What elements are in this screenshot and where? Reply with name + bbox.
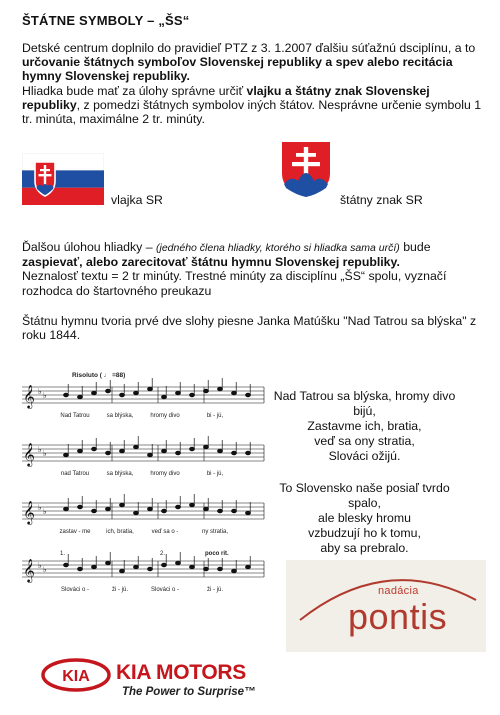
note-head: [246, 451, 251, 454]
note-head: [64, 453, 69, 456]
note-head: [162, 563, 167, 566]
note-head: [162, 509, 167, 512]
note-head: [176, 391, 181, 394]
note-head: [134, 391, 139, 394]
pontis-name: pontis: [348, 596, 448, 637]
note-head: [64, 393, 69, 396]
slovak-flag-image: [22, 153, 104, 205]
music-lyric: veď sa o -: [151, 529, 179, 535]
volta-2: 2.: [160, 551, 166, 557]
flat-icon: ♭: [43, 391, 47, 400]
note-head: [64, 563, 69, 566]
music-lyric: Slováci o -: [60, 587, 90, 593]
flat-icon: ♭: [38, 503, 42, 512]
verse-line: Slováci ožijú.: [328, 449, 401, 463]
note-head: [204, 567, 209, 570]
note-head: [148, 567, 153, 570]
note-head: [92, 391, 97, 394]
note-head: [218, 387, 223, 390]
note-head: [190, 565, 195, 568]
note-head: [218, 509, 223, 512]
note-head: [106, 451, 111, 454]
music-lyric: ži - jú.: [206, 587, 224, 593]
intro-text-2: Hliadka bude mať za úlohy správne určiť: [22, 83, 247, 98]
task-italic: (jedného člena hliadky, ktorého si hliadka sama určí): [156, 242, 400, 254]
note-head: [246, 511, 251, 514]
note-head: [120, 503, 125, 506]
note-head: [78, 505, 83, 508]
emblem-caption: štátny znak SR: [340, 193, 423, 207]
note-head: [190, 393, 195, 396]
note-head: [92, 509, 97, 512]
flat-icon: ♭: [38, 445, 42, 454]
music-lyric: sa blýska,: [106, 471, 134, 477]
music-lyric: bi - jú,: [206, 413, 224, 419]
anthem-verse-2: [272, 481, 457, 556]
note-head: [190, 447, 195, 450]
note-head: [78, 395, 83, 398]
task-text-3: Neznalosť textu = 2 tr minúty. Trestné minúty za disciplínu „ŠS“ spolu, vyznačí rozhodca do štartovného preukazu: [22, 269, 447, 298]
flat-icon: ♭: [43, 565, 47, 574]
task-text-2: bude: [399, 240, 431, 254]
poco-rit: poco rit.: [205, 551, 229, 557]
note-head: [120, 569, 125, 572]
note-head: [204, 507, 209, 510]
anthem-verse-1: [272, 389, 457, 464]
verse-line: bijú,: [353, 404, 376, 418]
note-head: [120, 393, 125, 396]
verse-line: Zastavme ich, bratia,: [307, 419, 422, 433]
flag-caption: vlajka SR: [111, 193, 163, 207]
music-lyric: ny stratia,: [201, 529, 229, 535]
note-head: [246, 393, 251, 396]
verse-line: veď sa ony stratia,: [314, 434, 415, 448]
tempo-marking: Risoluto ( ♩ =88): [72, 372, 126, 379]
slovak-coat-of-arms-image: [280, 140, 332, 198]
flat-icon: ♭: [43, 449, 47, 458]
note-head: [204, 389, 209, 392]
anthem-paragraph: Štátnu hymnu tvoria prvé dve slohy piesne Janka Matúšku "Nad Tatrou sa blýska" z roku 1844.: [22, 314, 477, 343]
kia-brand-name: KIA MOTORS: [116, 661, 247, 684]
treble-clef-icon: 𝄞: [23, 442, 35, 466]
note-head: [204, 445, 209, 448]
note-head: [134, 511, 139, 514]
note-head: [162, 449, 167, 452]
music-lyric: hromy divo: [150, 413, 180, 419]
note-head: [148, 453, 153, 456]
kia-oval-icon: [40, 657, 112, 693]
intro-text-1: Detské centrum doplnilo do pravidieľ PTZ z 3. 1.2007 ďalšiu súťažnú dsciplínu, a to: [22, 41, 476, 55]
verse-line: vzbudzují ho k tomu,: [308, 526, 421, 540]
page-title: ŠTÁTNE SYMBOLY – „ŠS“: [22, 13, 190, 28]
note-head: [148, 507, 153, 510]
task-bold: zaspievať, alebo zarecitovať štátnu hymnu Slovenskej republiky.: [22, 255, 400, 270]
note-head: [106, 507, 111, 510]
music-lyric: Nad Tatrou: [60, 413, 90, 419]
note-head: [176, 561, 181, 564]
volta-1: 1.: [60, 551, 66, 557]
note-head: [148, 387, 153, 390]
note-head: [176, 451, 181, 454]
note-head: [78, 567, 83, 570]
music-lyric: bi - jú,: [206, 471, 224, 477]
note-head: [106, 389, 111, 392]
flat-icon: ♭: [38, 561, 42, 570]
note-head: [120, 449, 125, 452]
anthem-sheet-music: [20, 365, 268, 615]
note-head: [92, 565, 97, 568]
note-head: [218, 449, 223, 452]
note-head: [134, 565, 139, 568]
task-text-1: Ďalšou úlohou hliadky –: [22, 240, 156, 254]
note-head: [78, 449, 83, 452]
note-head: [176, 505, 181, 508]
verse-line: ale blesky hromu: [318, 511, 411, 525]
verse-line: spalo,: [348, 496, 381, 510]
note-head: [106, 561, 111, 564]
music-lyric: zastav - me: [59, 529, 91, 535]
music-lyric: Slováci o -: [150, 587, 180, 593]
note-head: [64, 507, 69, 510]
note-head: [232, 451, 237, 454]
music-lyric: ži - jú.: [111, 587, 129, 593]
flat-icon: ♭: [38, 387, 42, 396]
music-lyric: hromy divo: [150, 471, 180, 477]
intro-paragraph: [22, 41, 484, 126]
treble-clef-icon: 𝄞: [23, 500, 35, 524]
note-head: [246, 565, 251, 568]
music-lyric: ich, bratia,: [106, 529, 134, 535]
note-head: [92, 447, 97, 450]
intro-text-3: , z pomedzi štátnych symbolov iných štátov. Nesprávne určenie symbolu 1 tr. minúta, maximálne 2 tr. minúty.: [22, 97, 482, 127]
pontis-logo: [286, 560, 486, 652]
note-head: [134, 445, 139, 448]
verse-line: To Slovensko naše posiaľ tvrdo: [279, 481, 450, 495]
verse-line: Nad Tatrou sa blýska, hromy divo: [273, 389, 456, 403]
note-head: [162, 395, 167, 398]
intro-bold-1: určovanie štátnych symboľov Slovenskej republiky a spev alebo recitácia hymny Slovenskej republiky.: [22, 55, 453, 84]
treble-clef-icon: 𝄞: [23, 384, 35, 408]
note-head: [190, 503, 195, 506]
kia-tagline: The Power to Surprise™: [122, 686, 256, 698]
note-head: [232, 569, 237, 572]
pontis-small-text: nadácia: [378, 585, 419, 597]
intro-bold-2: vlajku a štátny znak Slovenskej republiky: [22, 83, 430, 112]
note-head: [218, 567, 223, 570]
verse-line: aby sa prebralo.: [320, 541, 409, 555]
note-head: [232, 391, 237, 394]
flat-icon: ♭: [43, 507, 47, 516]
kia-oval-text: KIA: [62, 668, 90, 685]
task-paragraph: [22, 240, 484, 298]
music-lyric: nad Tatrou: [60, 471, 90, 477]
treble-clef-icon: 𝄞: [23, 558, 35, 582]
music-lyric: sa blýska,: [106, 413, 134, 419]
kia-logo: [40, 655, 270, 703]
note-head: [232, 509, 237, 512]
